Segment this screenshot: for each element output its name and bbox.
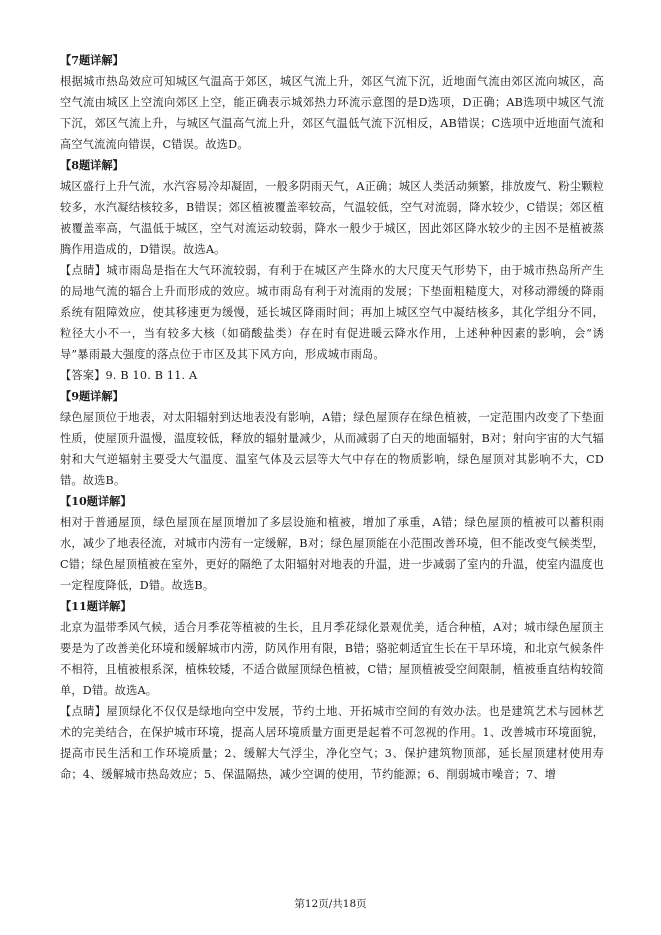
section-heading-q8: 【8题详解】 [60,158,124,172]
section-heading-q10: 【10题详解】 [60,494,132,508]
section-heading-q7: 【7题详解】 [60,53,124,67]
paragraph-q10-explanation: 相对于普通屋顶，绿色屋顶在屋顶增加了多层设施和植被，增加了承重，A错；绿色屋顶的植被可以蓄积雨水，减少了地表径流，对城市内涝有一定缓解，B对；绿色屋顶能在小范围改善环境，但不能改变气候类型，C错；绿色屋顶植被在室外，更好的隔绝了太阳辐射对地表的升温，进一步减弱了室内的升温，使室内温度也一定程度降低，D错。故选B。 [60,516,604,592]
paragraph-tip-green-roof: 【点睛】屋顶绿化不仅仅是绿地向空中发展，节约土地、开拓城市空间的有效办法。也是建筑艺术与园林艺术的完美结合，在保护城市环境，提高人居环境质量方面更是起着不可忽视的作用。1、改善城市环境面貌，提高市民生活和工作环境质量；2、缓解大气浮尘，净化空气；3、保护建筑物顶部，延长屋顶建材使用寿命；4、缓解城市热岛效应；5、保温隔热，减少空调的使用，节约能源；6、削弱城市噪音；7、增 [60,705,604,781]
paragraph-answers: 【答案】9. B 10. B 11. A [60,369,198,382]
paragraph-tip-rain-island: 【点睛】城市雨岛是指在大气环流较弱，有利于在城区产生降水的大尺度天气形势下，由于城市热岛所产生的局地气流的辐合上升而形成的效应。城市雨岛有利于对流雨的发展；下垫面粗糙度大，对移动滞缓的降雨系统有阻障效应，使其移速更为缓慢，延长城区降雨时间；再加上城区空气中凝结核多，其化学组分不同，粒径大小不一，当有较多大核（如硝酸盐类）存在时有促进暖云降水作用，上述种种因素的影响，会“诱导”暴雨最大强度的落点位于市区及其下风方向，形成城市雨岛。 [60,264,604,361]
section-heading-q11: 【11题详解】 [60,599,132,613]
section-heading-q9: 【9题详解】 [60,389,124,403]
page-number-footer: 第12页/共18页 [294,898,367,910]
document-body [60,50,604,785]
paragraph-q8-explanation: 城区盛行上升气流，水汽容易冷却凝固，一般多阴雨天气，A正确；城区人类活动频繁，排放废气、粉尘颗粒较多，水汽凝结核较多，B错误；郊区植被覆盖率较高，气温较低，空气对流弱，降水较少，C错误；郊区植被覆盖率高，气温低于城区，空气对流运动较弱，降水一般少于城区，因此郊区降水较少的主因不是植被蒸腾作用造成的，D错误。故选A。 [60,180,604,256]
paragraph-q7-explanation: 根据城市热岛效应可知城区气温高于郊区，城区气流上升，郊区气流下沉，近地面气流由郊区流向城区，高空气流由城区上空流向郊区上空，能正确表示城郊热力环流示意图的是D选项，D正确；AB选项中城区气流下沉，郊区气流上升，与城区气温高气流上升，郊区气温低气流下沉相反，AB错误；C选项中近地面气流和高空气流流向错误，C错误。故选D。 [60,75,604,151]
paragraph-q11-explanation: 北京为温带季风气候，适合月季花等植被的生长，且月季花绿化景观优美，适合种植，A对；城市绿色屋顶主要是为了改善美化环境和缓解城市内涝，防风作用有限，B错；骆驼刺适宜生长在干旱环境，和北京气候条件不相符，且植被根系深，植株较矮，不适合做屋顶绿色植被，C错；屋顶植被受空间限制，植被垂直结构较简单，D错。故选A。 [60,621,604,697]
paragraph-q9-explanation: 绿色屋顶位于地表，对太阳辐射到达地表没有影响，A错；绿色屋顶存在绿色植被，一定范围内改变了下垫面性质，使屋顶升温慢，温度较低，释放的辐射量减少，从而减弱了白天的地面辐射，B对；射向宇宙的大气辐射和大气逆辐射主要受大气温度、温室气体及云层等大气中存在的物质影响，绿色屋顶对其影响不大，CD错。故选B。 [60,411,604,487]
